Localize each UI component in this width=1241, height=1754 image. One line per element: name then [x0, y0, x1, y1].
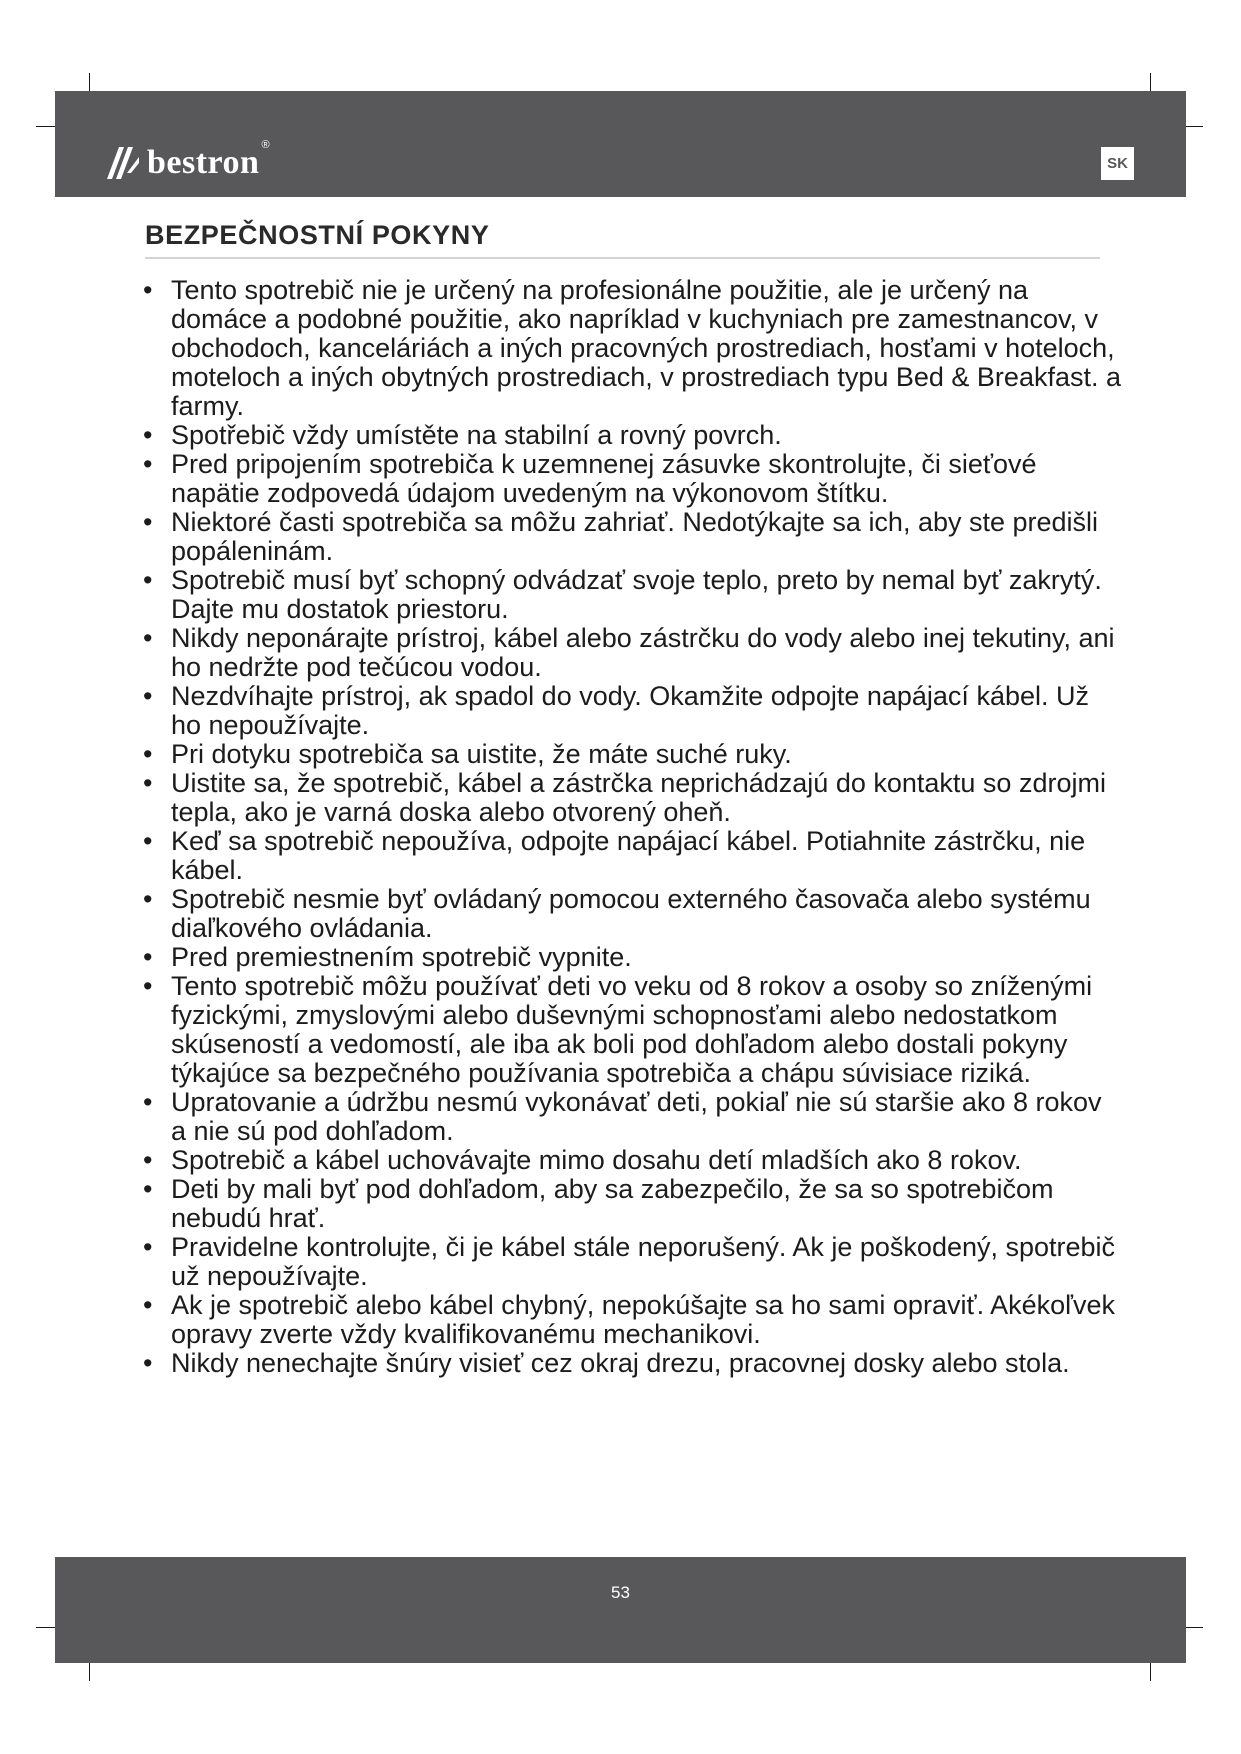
registered-mark: ®	[261, 139, 270, 151]
list-item: • Pred premiestnením spotrebič vypnite.	[143, 943, 1123, 972]
page-number: 53	[611, 1583, 630, 1602]
list-item: • Upratovanie a údržbu nesmú vykonávať deti, pokiaľ nie sú staršie ako 8 rokov a nie sú pod dohľadom.	[143, 1088, 1123, 1146]
footer-bar	[55, 1557, 1186, 1663]
page-title: BEZPEČNOSTNÍ POKYNY	[145, 220, 490, 250]
list-item: • Nezdvíhajte prístroj, ak spadol do vody. Okamžite odpojte napájací kábel. Už ho nepoužívajte.	[143, 682, 1123, 740]
list-item: • Spotřebič vždy umístěte na stabilní a rovný povrch.	[143, 421, 1123, 450]
list-item: • Tento spotrebič môžu používať deti vo veku od 8 rokov a osoby so zníženými fyzickými, zmyslovými alebo duševnými schopnosťami alebo nedostatkom skúseností a vedomostí, ale iba ak boli pod dohľadom alebo dostali pokyny týkajúce sa bezpečného používania spotrebiča a chápu súvisiace riziká.	[143, 972, 1123, 1088]
list-item: • Deti by mali byť pod dohľadom, aby sa zabezpečilo, že sa so spotrebičom nebudú hrať.	[143, 1175, 1123, 1233]
list-item: • Spotrebič a kábel uchovávajte mimo dosahu detí mladších ako 8 rokov.	[143, 1146, 1123, 1175]
list-item: • Pravidelne kontrolujte, či je kábel stále neporušený. Ak je poškodený, spotrebič už nepoužívajte.	[143, 1233, 1123, 1291]
header-bar	[55, 91, 1186, 197]
list-item: • Keď sa spotrebič nepoužíva, odpojte napájací kábel. Potiahnite zástrčku, nie kábel.	[143, 827, 1123, 885]
list-item: • Niektoré časti spotrebiča sa môžu zahriať. Nedotýkajte sa ich, aby ste predišli popáleninám.	[143, 508, 1123, 566]
safety-instructions-list	[143, 276, 1123, 1378]
list-item: • Nikdy nenechajte šnúry visieť cez okraj drezu, pracovnej dosky alebo stola.	[143, 1349, 1123, 1378]
list-item: • Pri dotyku spotrebiča sa uistite, že máte suché ruky.	[143, 740, 1123, 769]
language-badge: SK	[1101, 147, 1134, 180]
list-item: • Ak je spotrebič alebo kábel chybný, nepokúšajte sa ho sami opraviť. Akékoľvek opravy zverte vždy kvalifikovanému mechanikovi.	[143, 1291, 1123, 1349]
list-item: • Nikdy neponárajte prístroj, kábel alebo zástrčku do vody alebo inej tekutiny, ani ho nedržte pod tečúcou vodou.	[143, 624, 1123, 682]
list-item: • Uistite sa, že spotrebič, kábel a zástrčka neprichádzajú do kontaktu so zdrojmi tepla, ako je varná doska alebo otvorený oheň.	[143, 769, 1123, 827]
title-divider	[145, 257, 1100, 259]
list-item: • Spotrebič nesmie byť ovládaný pomocou externého časovača alebo systému diaľkového ovládania.	[143, 885, 1123, 943]
brand-chevron-icon	[105, 143, 141, 183]
list-item: • Tento spotrebič nie je určený na profesionálne použitie, ale je určený na domáce a podobné použitie, ako napríklad v kuchyniach pre zamestnancov, v obchodoch, kanceláriách a iných pracovných prostrediach, hosťami v hoteloch, moteloch a iných obytných prostrediach, v prostrediach typu Bed & Breakfast. a farmy.	[143, 276, 1123, 421]
brand-logo	[105, 139, 270, 183]
brand-name: bestron	[147, 144, 260, 181]
list-item: • Pred pripojením spotrebiča k uzemnenej zásuvke skontrolujte, či sieťové napätie zodpovedá údajom uvedeným na výkonovom štítku.	[143, 450, 1123, 508]
list-item: • Spotrebič musí byť schopný odvádzať svoje teplo, preto by nemal byť zakrytý. Dajte mu dostatok priestoru.	[143, 566, 1123, 624]
